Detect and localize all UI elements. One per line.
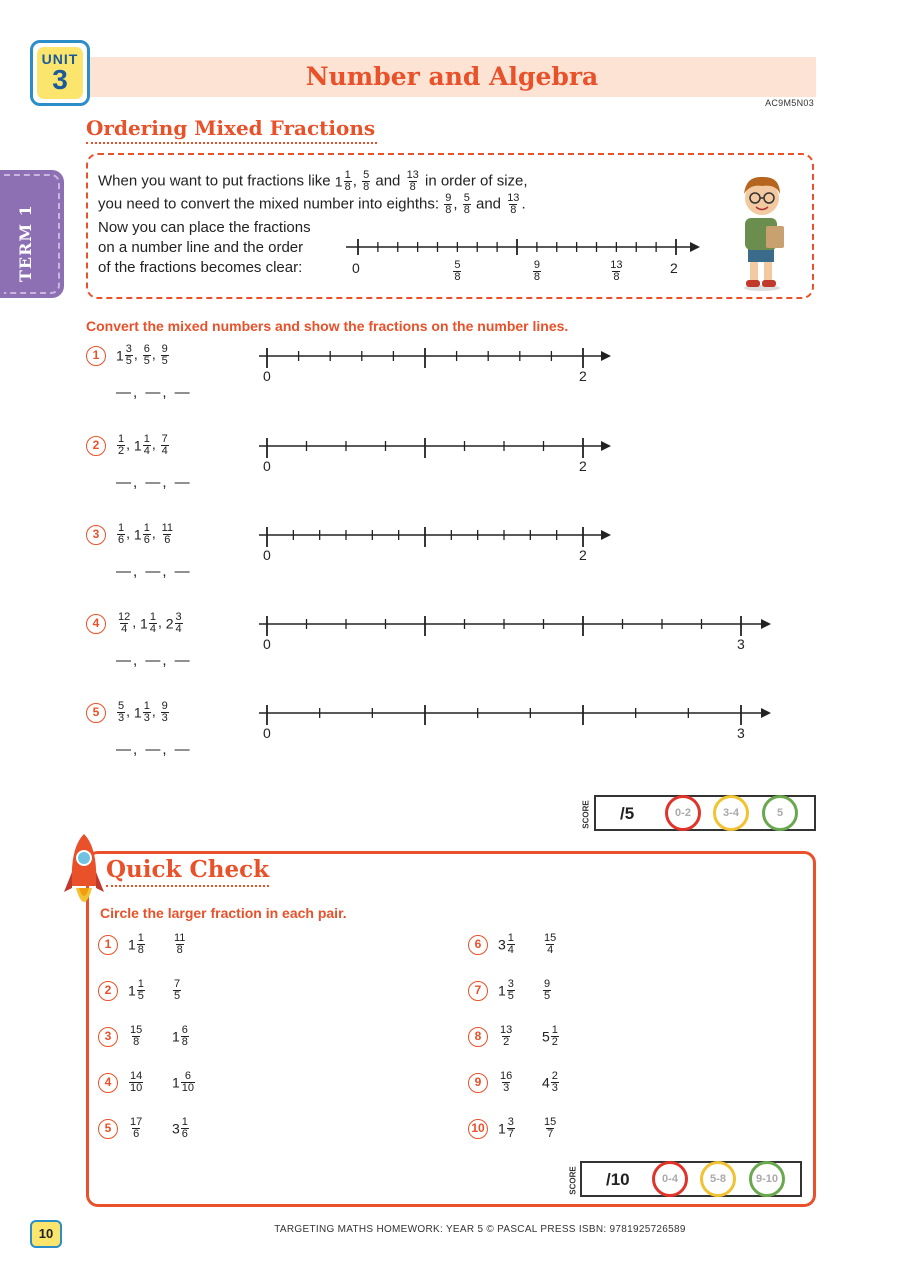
question-4-fraction-1: $\frac{12}{4}$: [118, 611, 131, 635]
qc-option-b-6[interactable]: [542, 933, 558, 956]
example-fraction-2: $\frac{5}{8}$: [363, 169, 370, 193]
qc-number-6: 6: [468, 935, 488, 955]
example-mark-1: $\frac{5}{8}$: [454, 259, 461, 283]
example-nl-end: 2: [670, 260, 678, 276]
qc-8-b-whole: 5: [542, 1028, 550, 1045]
question-4-fraction-2: $\frac{1}{4}$: [149, 611, 156, 635]
unit-label: UNIT: [41, 51, 79, 67]
question-2-fraction-2-whole: 1: [133, 437, 142, 454]
curriculum-code: AC9M5N03: [765, 98, 814, 108]
qc-option-b-2[interactable]: [172, 979, 182, 1002]
info-line-3: Now you can place the fractions: [98, 219, 311, 236]
converted-fraction-2: $\frac{5}{8}$: [463, 192, 470, 216]
answer-blanks-4[interactable]: —, —, —: [116, 652, 192, 669]
footer-text: TARGETING MATHS HOMEWORK: YEAR 5 © PASCAL PRESS ISBN: 9781925726589: [274, 1224, 686, 1235]
question-fractions-4: $\frac{12}{4}$ , 1 $\frac{1}{4}$ , 2 $\frac{3}{4}$: [118, 611, 182, 635]
qc-number-9: 9: [468, 1073, 488, 1093]
answer-blanks-1[interactable]: —, —, —: [116, 384, 192, 401]
question-3-fraction-1: $\frac{1}{6}$: [118, 522, 125, 546]
converted-fraction-3: $\frac{13}{8}$: [507, 192, 520, 216]
number-line-start-1: 0: [263, 368, 271, 384]
rocket-icon: [64, 832, 104, 916]
quick-check-title: Quick Check: [106, 856, 270, 883]
qc-5-a: $\frac{17}{6}$: [130, 1116, 143, 1140]
qc-6-a-whole: 3: [498, 936, 506, 953]
answer-blanks-2[interactable]: —, —, —: [116, 474, 192, 491]
qc-6-b: $\frac{15}{4}$: [544, 932, 557, 956]
question-2-fraction-1: $\frac{1}{2}$: [118, 433, 125, 457]
qc-3-a: $\frac{15}{8}$: [130, 1024, 143, 1048]
unit-number: 3: [52, 64, 68, 95]
question-2-fraction-3: $\frac{7}{4}$: [161, 433, 168, 457]
question-5-fraction-2: $\frac{1}{3}$: [143, 700, 150, 724]
page-number: 10: [30, 1220, 62, 1248]
converted-fraction-1: $\frac{9}{8}$: [445, 192, 452, 216]
qc-10-b: $\frac{15}{7}$: [544, 1116, 557, 1140]
qc-option-b-7[interactable]: [542, 979, 552, 1002]
score-total-1: /5: [620, 804, 635, 823]
qc-option-a-1[interactable]: [128, 933, 146, 956]
question-4-fraction-3-whole: 2: [165, 615, 174, 632]
qc-option-a-8[interactable]: [498, 1025, 514, 1048]
example-nl-start: 0: [352, 260, 360, 276]
example-number-line: [340, 236, 710, 286]
score2-range-high: 9-10: [749, 1161, 785, 1197]
boy-illustration: [732, 168, 792, 292]
qc-option-b-10[interactable]: [542, 1117, 558, 1140]
score-label: SCORE: [581, 800, 591, 829]
page-title: Number and Algebra: [305, 62, 599, 91]
qc-6-a: $\frac{1}{4}$: [507, 932, 514, 956]
example-mark-2: $\frac{9}{8}$: [533, 259, 540, 283]
question-5-fraction-3: $\frac{9}{3}$: [161, 700, 168, 724]
question-4-fraction-3: $\frac{3}{4}$: [175, 611, 182, 635]
qc-4-a: $\frac{14}{10}$: [130, 1070, 143, 1094]
info-and-1: and: [375, 172, 401, 190]
score-label-2: SCORE: [568, 1166, 578, 1195]
qc-option-b-9[interactable]: [542, 1071, 560, 1094]
number-line-end-2: 2: [579, 458, 587, 474]
question-number-4: 4: [86, 614, 106, 634]
qc-option-b-1[interactable]: [172, 933, 187, 956]
question-3-fraction-2: $\frac{1}{6}$: [143, 522, 150, 546]
answer-blanks-3[interactable]: —, —, —: [116, 563, 192, 580]
qc-number-5: 5: [98, 1119, 118, 1139]
qc-2-a: $\frac{1}{5}$: [137, 978, 144, 1002]
question-4-fraction-2-whole: 1: [140, 615, 148, 632]
qc-7-a: $\frac{3}{5}$: [507, 978, 514, 1002]
question-2-fraction-2: $\frac{1}{4}$: [143, 433, 150, 457]
qc-7-a-whole: 1: [498, 982, 506, 999]
section-title: Ordering Mixed Fractions: [86, 116, 376, 140]
qc-number-10: 10: [468, 1119, 488, 1139]
question-3-fraction-2-whole: 1: [133, 526, 142, 543]
qc-number-3: 3: [98, 1027, 118, 1047]
qc-4-b: $\frac{6}{10}$: [181, 1070, 195, 1094]
qc-10-a: $\frac{3}{7}$: [507, 1116, 514, 1140]
score2-range-mid: 5-8: [700, 1161, 736, 1197]
qc-7-b: $\frac{9}{5}$: [544, 978, 551, 1002]
score-range-low: 0-2: [665, 795, 701, 831]
question-number-2: 2: [86, 436, 106, 456]
qc-option-a-2[interactable]: [128, 979, 146, 1002]
info-and-2: and: [475, 195, 502, 213]
question-fractions-1: 1 $\frac{3}{5}$ , $\frac{6}{5}$ , $\frac{9}{5}$: [116, 343, 168, 367]
question-1-fraction-1: $\frac{3}{5}$: [125, 343, 132, 367]
number-line-end-5: 3: [737, 725, 745, 741]
qc-option-a-6[interactable]: [498, 933, 516, 956]
qc-option-a-9[interactable]: [498, 1071, 514, 1094]
qc-8-a: $\frac{13}{2}$: [500, 1024, 513, 1048]
info-line-1: When you want to put fractions like 1 $\frac{1}{8}$ , $\frac{5}{8}$ and $\frac{13}{8}$ in order of size,: [98, 169, 528, 193]
qc-option-a-10[interactable]: [498, 1117, 516, 1140]
qc-number-7: 7: [468, 981, 488, 1001]
question-fractions-5: $\frac{5}{3}$ , 1 $\frac{1}{3}$ , $\frac{9}{3}$: [118, 700, 168, 724]
number-line-end-1: 2: [579, 368, 587, 384]
info-text-2: you need to convert the mixed number into eighths:: [98, 195, 440, 213]
qc-3-b-whole: 1: [172, 1028, 180, 1045]
question-fractions-3: $\frac{1}{6}$ , 1 $\frac{1}{6}$ , $\frac{11}{6}$: [118, 522, 174, 546]
qc-number-4: 4: [98, 1073, 118, 1093]
number-line-4[interactable]: [255, 614, 775, 640]
qc-9-b: $\frac{2}{3}$: [551, 1070, 558, 1094]
term-tab: [0, 170, 64, 298]
score-total-2: /10: [606, 1170, 630, 1189]
exercise-instruction: Convert the mixed numbers and show the fractions on the number lines.: [86, 318, 569, 334]
qc-10-a-whole: 1: [498, 1120, 506, 1137]
example-mark-3: $\frac{13}{8}$: [610, 259, 623, 283]
score-range-high: 5: [762, 795, 798, 831]
info-line-2: you need to convert the mixed number into eighths: $\frac{9}{8}$ , $\frac{5}{8}$ and $\frac{13}{8}$ .: [98, 192, 526, 216]
qc-2-a-whole: 1: [128, 982, 136, 999]
number-line-start-5: 0: [263, 725, 271, 741]
number-line-end-4: 3: [737, 636, 745, 652]
question-number-1: 1: [86, 346, 106, 366]
qc-option-a-4[interactable]: [128, 1071, 144, 1094]
question-5-fraction-1: $\frac{5}{3}$: [118, 700, 125, 724]
qc-1-b: $\frac{11}{8}$: [174, 932, 186, 956]
qc-2-b: $\frac{7}{5}$: [174, 978, 181, 1002]
question-1-fraction-2: $\frac{6}{5}$: [143, 343, 150, 367]
question-3-fraction-3: $\frac{11}{6}$: [161, 522, 174, 546]
qc-9-b-whole: 4: [542, 1074, 550, 1091]
number-line-start-4: 0: [263, 636, 271, 652]
number-line-1[interactable]: [255, 346, 615, 372]
qc-9-a: $\frac{16}{3}$: [500, 1070, 513, 1094]
question-5-fraction-2-whole: 1: [133, 704, 142, 721]
qc-number-1: 1: [98, 935, 118, 955]
number-line-3[interactable]: [255, 525, 615, 551]
number-line-2[interactable]: [255, 436, 615, 462]
number-line-start-2: 0: [263, 458, 271, 474]
number-line-5[interactable]: [255, 703, 775, 729]
qc-option-b-8[interactable]: [542, 1025, 560, 1048]
qc-option-a-7[interactable]: [498, 979, 516, 1002]
term-label: TERM 1: [16, 204, 35, 282]
question-1-fraction-1-whole: 1: [116, 347, 124, 364]
example-fraction-1: $\frac{1}{8}$: [344, 169, 351, 193]
question-fractions-2: $\frac{1}{2}$ , 1 $\frac{1}{4}$ , $\frac{7}{4}$: [118, 433, 168, 457]
info-line-5: of the fractions becomes clear:: [98, 259, 303, 276]
qc-1-a-whole: 1: [128, 936, 136, 953]
qc-option-a-5[interactable]: [128, 1117, 144, 1140]
quick-check-instruction: Circle the larger fraction in each pair.: [100, 905, 347, 921]
qc-1-a: $\frac{1}{8}$: [137, 932, 144, 956]
question-number-5: 5: [86, 703, 106, 723]
example-whole: 1: [334, 173, 343, 190]
score2-range-low: 0-4: [652, 1161, 688, 1197]
question-number-3: 3: [86, 525, 106, 545]
qc-option-b-4[interactable]: [172, 1071, 196, 1094]
qc-5-b-whole: 3: [172, 1120, 180, 1137]
example-fraction-3: $\frac{13}{8}$: [406, 169, 419, 193]
qc-number-2: 2: [98, 981, 118, 1001]
info-text-1a: When you want to put fractions like: [98, 172, 331, 190]
qc-number-8: 8: [468, 1027, 488, 1047]
qc-5-b: $\frac{1}{6}$: [181, 1116, 188, 1140]
info-line-4: on a number line and the order: [98, 239, 304, 256]
qc-4-b-whole: 1: [172, 1074, 180, 1091]
score-range-mid: 3-4: [713, 795, 749, 831]
number-line-end-3: 2: [579, 547, 587, 563]
number-line-start-3: 0: [263, 547, 271, 563]
unit-badge: [30, 40, 90, 106]
info-text-1b: in order of size,: [424, 172, 528, 190]
question-1-fraction-3: $\frac{9}{5}$: [161, 343, 168, 367]
qc-option-b-5[interactable]: [172, 1117, 190, 1140]
qc-option-b-3[interactable]: [172, 1025, 190, 1048]
qc-8-b: $\frac{1}{2}$: [551, 1024, 558, 1048]
qc-3-b: $\frac{6}{8}$: [181, 1024, 188, 1048]
qc-option-a-3[interactable]: [128, 1025, 144, 1048]
answer-blanks-5[interactable]: —, —, —: [116, 741, 192, 758]
